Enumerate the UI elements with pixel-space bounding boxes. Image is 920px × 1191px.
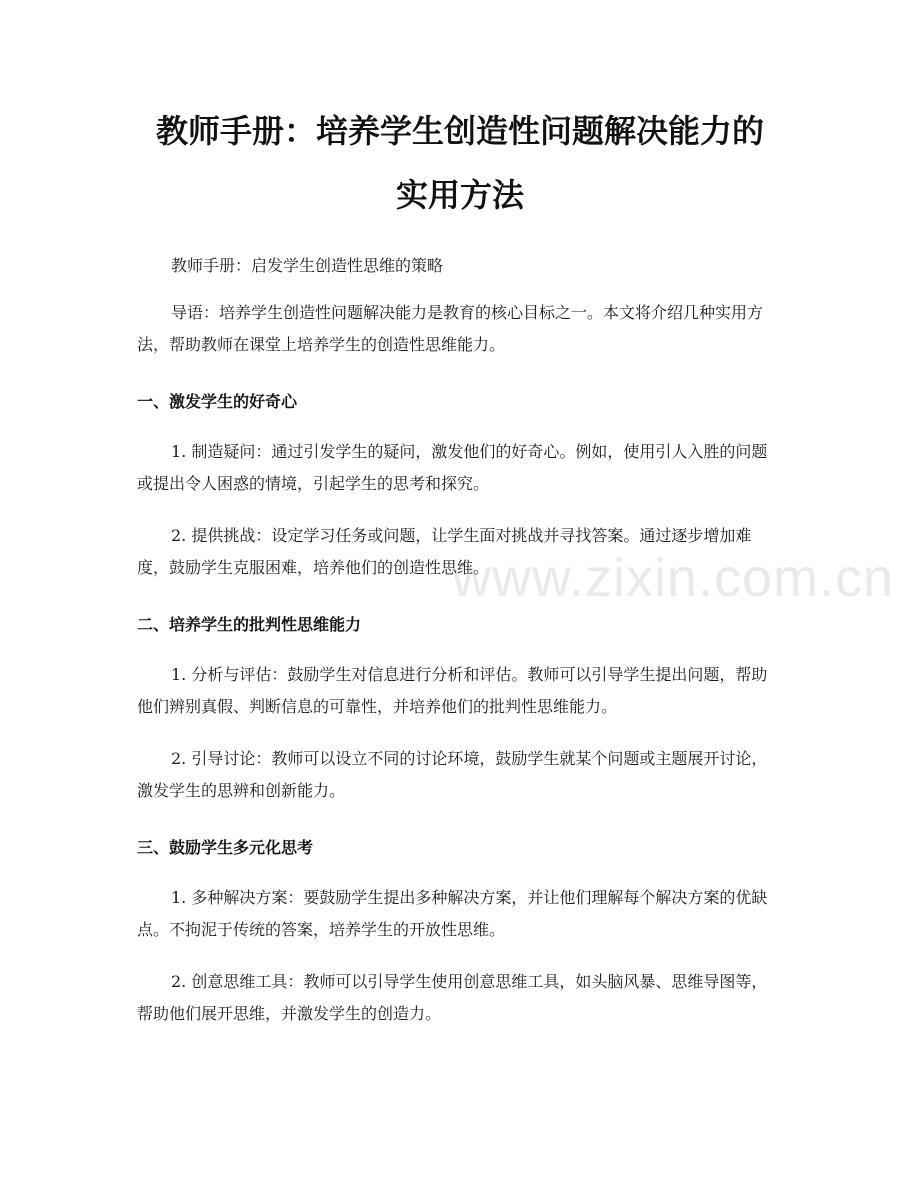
watermark: www.zixin.com.cn: [452, 548, 895, 608]
section-1-item-1: [137, 436, 783, 500]
section-2-item-2-text: 2. 引导讨论：教师可以设立不同的讨论环境，鼓励学生就某个问题或主题展开讨论，激发学生的思辨和创新能力。: [137, 749, 768, 800]
section-3-item-2: [137, 966, 783, 1030]
section-2-item-2: [137, 743, 783, 807]
section-3-item-2-text: 2. 创意思维工具：教师可以引导学生使用创意思维工具，如头脑风暴、思维导图等，帮助他们展开思维，并激发学生的创造力。: [137, 972, 768, 1023]
section-3-item-1: [137, 882, 783, 946]
intro-text: 导语：培养学生创造性问题解决能力是教育的核心目标之一。本文将介绍几种实用方法，帮助教师在课堂上培养学生的创造性思维能力。: [137, 303, 764, 354]
section-3-item-1-text: 1. 多种解决方案：要鼓励学生提出多种解决方案，并让他们理解每个解决方案的优缺点。不拘泥于传统的答案，培养学生的开放性思维。: [137, 888, 768, 939]
subtitle-text: 教师手册：启发学生创造性思维的策略: [171, 256, 444, 275]
section-2-item-1-text: 1. 分析与评估：鼓励学生对信息进行分析和评估。教师可以引导学生提出问题，帮助他们辨别真假、判断信息的可靠性，并培养他们的批判性思维能力。: [137, 665, 768, 716]
section-1-item-2-text: 2. 提供挑战：设定学习任务或问题，让学生面对挑战并寻找答案。通过逐步增加难度，鼓励学生克服困难，培养他们的创造性思维。: [137, 526, 752, 577]
subtitle-paragraph: [137, 250, 783, 282]
section-1-item-1-text: 1. 制造疑问：通过引发学生的疑问，激发他们的好奇心。例如，使用引人入胜的问题或提出令人困惑的情境，引起学生的思考和探究。: [137, 442, 768, 493]
document-title-line-2: 实用方法: [395, 176, 524, 214]
section-2-item-1: [137, 659, 783, 723]
intro-paragraph: [137, 297, 783, 361]
section-1-item-2: [137, 520, 783, 584]
section-3-heading: 三、鼓励学生多元化思考: [137, 838, 314, 857]
section-1-heading: 一、激发学生的好奇心: [137, 392, 298, 411]
section-2-heading: 二、培养学生的批判性思维能力: [137, 615, 362, 634]
document-title-line-1: 教师手册：培养学生创造性问题解决能力的: [155, 112, 764, 150]
